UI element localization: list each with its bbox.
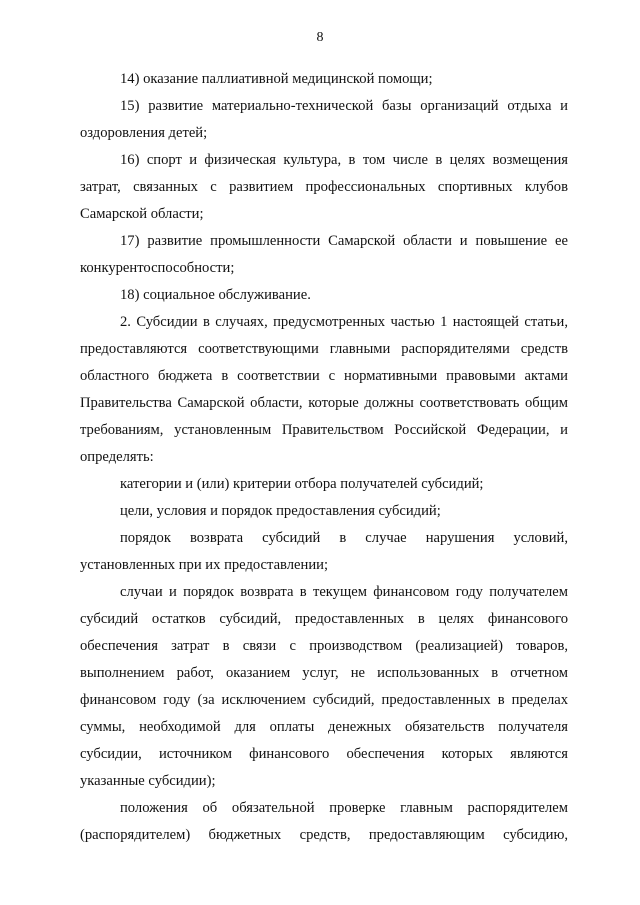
paragraph-item-15: 15) развитие материально-технической базы организаций отдыха и оздоровления детей; <box>80 98 568 141</box>
paragraph-item-17: 17) развитие промышленности Самарской области и повышение ее конкурентоспособности; <box>80 233 568 276</box>
paragraph-selection-criteria: категории и (или) критерии отбора получателей субсидий; <box>120 476 484 492</box>
paragraph-goals-conditions: цели, условия и порядок предоставления субсидий; <box>120 503 441 519</box>
paragraph-item-18: 18) социальное обслуживание. <box>120 287 311 303</box>
document-body <box>80 66 568 849</box>
paragraph-return-procedure: порядок возврата субсидий в случае нарушения условий, установленных при их предоставлении; <box>80 530 568 573</box>
paragraph-item-14: 14) оказание паллиативной медицинской помощи; <box>120 71 433 87</box>
paragraph-part-2: 2. Субсидии в случаях, предусмотренных частью 1 настоящей статьи, предоставляются соответствующими главными распорядителями средств областного бюджета в соответствии с нормативными правовыми актами Правительства Самарской области, которые должны соответствовать общим требованиям, установленным Правительством Российской Федерации, и определять: <box>80 314 568 465</box>
paragraph-mandatory-check: положения об обязательной проверке главным распорядителем (распорядителем) бюджетных средств, предоставляющим субсидию, <box>80 800 568 843</box>
paragraph-item-16: 16) спорт и физическая культура, в том числе в целях возмещения затрат, связанных с развитием профессиональных спортивных клубов Самарской области; <box>80 152 568 222</box>
paragraph-remaining-subsidies: случаи и порядок возврата в текущем финансовом году получателем субсидий остатков субсидий, предоставленных в целях финансового обеспечения затрат в связи с производством (реализацией) товаров, выполнением работ, оказанием услуг, не использованных в отчетном финансовом году (за исключением субсидий, предоставленных в пределах суммы, необходимой для оплаты денежных обязательств получателя субсидии, источником финансового обеспечения которых являются указанные субсидии); <box>80 584 568 789</box>
page-number: 8 <box>316 30 324 45</box>
